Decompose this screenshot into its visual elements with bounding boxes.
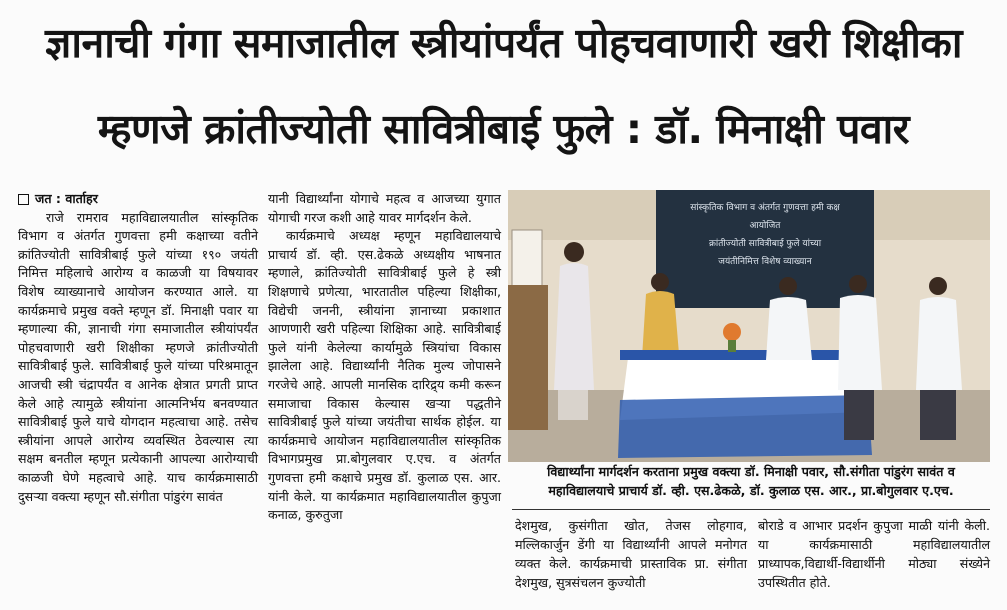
podium [508, 285, 548, 430]
article-column-1 [18, 190, 258, 506]
headline-line-2: म्हणजे क्रांतीज्योती सावित्रीबाई फुले : डॉ. मिनाक्षी पवार [97, 105, 910, 153]
bottom-column-2: बोराडे व आभार प्रदर्शन कुपुजा माळी यांनी केली. या कार्यक्रमासाठी महाविद्यालयातील प्राध्यापक,विद्यार्थी-विद्यार्थीनी मोठ्या संख्येने उपस्थितीत होते. [758, 518, 990, 590]
dateline [18, 190, 258, 209]
bottom-column-1: देशमुख, कुसंगीता खोत, तेजस लोहगाव, मल्लिकार्जुन डेंगी या विद्यार्थ्यांनी आपले मनोगत व्यक्त केले. कार्यक्रमाची प्रास्ताविक प्रा. संगीता देशमुख, सुत्रसंचलन कुज्योती [515, 518, 747, 590]
divider [512, 509, 990, 510]
column-1-text: राजे रामराव महाविद्यालयातील सांस्कृतिक विभाग व अंतर्गत गुणवत्ता हमी कक्षाच्या वतीने क्रांतिज्योती सावित्रीबाई फुले यांच्या १९० जयंती निमित्त महिलाचे आरोग्य व काळजी या विषयावर विशेष व्याख्यानाचे आयोजन करण्यात आले. या कार्यक्रमाचे प्रमुख वक्ते म्हणून डॉ. मिनाक्षी पवार या म्हणाल्या की, ज्ञानाची गंगा समाजातील स्त्रीयांपर्यंत पोहचवाणारी खरी शिक्षीका म्हणजे क्रांतीज्योती सावित्रीबाई फुले. सावित्रीबाई फुले यांच्या परिश्रमातून आजची स्त्री चंद्रापर्यंत व आनेक क्षेत्रात प्रगती प्राप्त केले आहे त्यामुळे स्त्रीयांना आत्मनिर्भय बनवण्यात सावित्रीबाई फुले याचे योगदान महत्वाचा आहे. तसेच स्त्रीयांना आपले आरोग्य व्यवस्थित ठेवल्यास त्या सक्षम बनतील म्हणून प्रत्येकानी आपल्या आरोग्याची काळजी घेणे महत्वाचे आहे. याच कार्यक्रमासाठी दुसऱ्या वक्त्या म्हणून सौ.संगीता पांडुरंग सावंत [18, 209, 258, 504]
board-text-3: क्रांतीज्योती सावित्रीबाई फुले यांच्या [708, 239, 822, 249]
board-text-1: सांस्कृतिक विभाग व अंतर्गत गुणवत्ता हमी कक्ष [690, 203, 840, 213]
event-photo [508, 190, 990, 462]
column-2-paragraph-2: कार्यक्रमाचे अध्यक्ष म्हणून महाविद्यालयाचे प्राचार्य डॉ. व्ही. एस.ढेकळे अध्यक्षीय भाषनात म्हणाले, क्रांतिज्योती सावित्रीबाई फुले हे स्त्री शिक्षणाचे प्रणेत्या, भारतातील पहिल्या शिक्षीका, विद्येची जननी, स्त्रीयांना ज्ञानाच्या प्रकाशात आणणारी खरी पहिल्या शिक्षिका आहे. सावित्रीबाई फुले यांनी केलेल्या कार्यामुळे स्त्रियांचा विकास झालेला आहे. विद्यार्थ्यांनी नैतिक मुल्य जोपासने गरजेचे आहे. आपली मानसिक दारिद्र्य कमी करून समाजाचा विकास केल्यास खऱ्या पद्धतीने सावित्रीबाई फुले यांच्या जयंतीचा सार्थक होईल. या कार्यक्रमाचे आयोजन महाविद्यालयातील सांस्कृतिक विभागप्रमुख प्रा.बोगुलवार ए.एच. व अंतर्गत गुणवत्ता हमी कक्षाचे प्रमुख डॉ. कुलाळ एस. आर. यांनी केले. या कार्यक्रमात महाविद्यालयातील कुपुजा कनाळ, कुरुतुजा [268, 228, 501, 523]
photo-caption: विद्यार्थ्यांना मार्गदर्शन करताना प्रमुख वक्त्या डॉ. मिनाक्षी पवार, सौ.संगीता पांडुरंग सावंत व महाविद्यालयाचे प्राचार्य डॉ. व्ही. एस.ढेकळे, डॉ. कुलाळ एस. आर., प्रा.बोगुलवार ए.एच. [547, 464, 955, 498]
column-2-paragraph-1: यानी विद्यार्थ्यांना योगाचे महत्व व आजच्या युगात योगाची गरज कशी आहे यावर मार्गदर्शन केले. [268, 191, 501, 225]
board-text-4: जयंतीनिमित्त विशेष व्याख्यान [718, 257, 812, 267]
dateline-text: जत : वार्ताहर [35, 191, 98, 206]
headline-line-1: ज्ञानाची गंगा समाजातील स्त्रीयांपर्यंत पोहचवाणारी खरी शिक्षीका [45, 19, 962, 67]
article-column-2 [268, 190, 501, 525]
board-text-2: आयोजित [749, 221, 781, 231]
checkbox-square-icon [18, 194, 29, 205]
event-photo-illustration [508, 190, 990, 462]
